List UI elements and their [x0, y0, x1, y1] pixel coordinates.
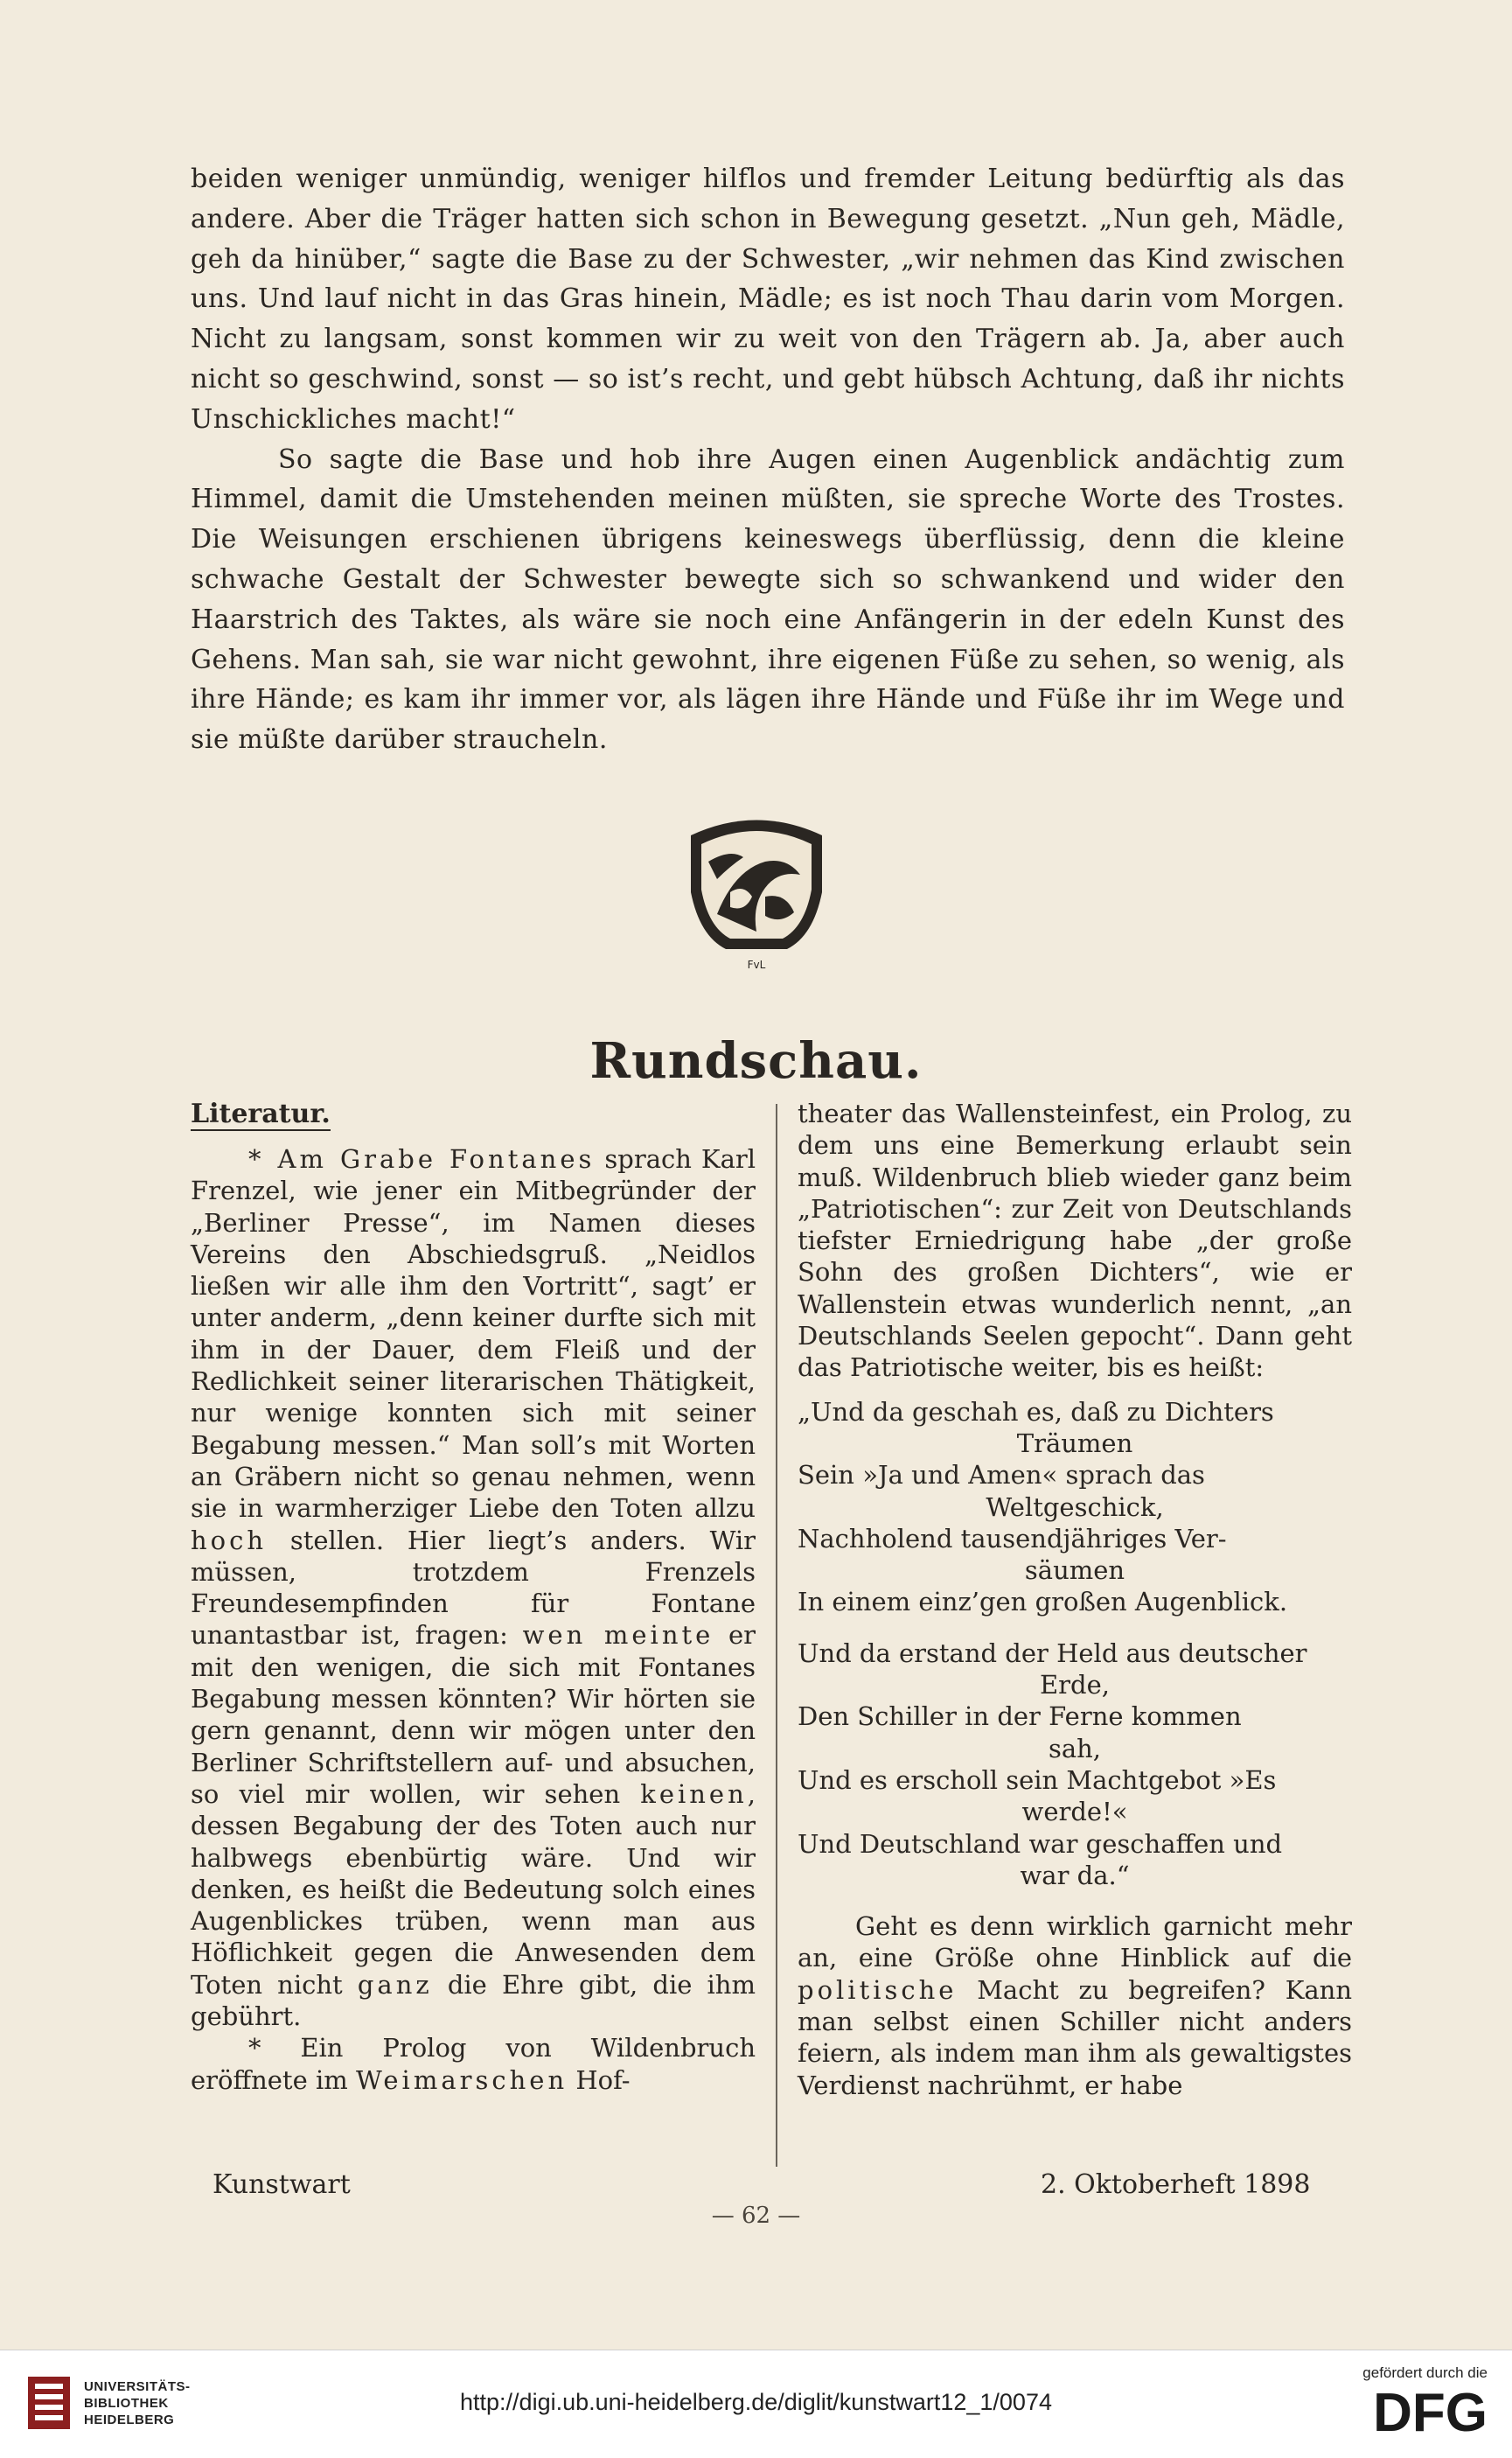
poem-stanza-1 — [798, 1396, 1352, 1618]
poem-line-text: Den Schiller in der Ferne kommen — [798, 1701, 1242, 1732]
decorative-vignette-image — [682, 809, 831, 975]
dfg-logo-text: DFG — [1373, 2385, 1488, 2436]
poem-line-text: In einem einz’gen großen Augenblick. — [798, 1587, 1288, 1617]
poem-line — [798, 1638, 1352, 1701]
emphasis-text: hoch — [191, 1525, 268, 1555]
poem-line-continuation: Träumen — [1016, 1428, 1133, 1458]
emphasis-text: ganz — [357, 1969, 433, 2000]
poem-line-continuation: sah, — [1048, 1733, 1102, 1763]
article-text: stellen. Hier liegt’s anders. Wir müssen, trotzdem Frenzels Freundesempfinden für Fontane unantastbar ist, fragen: — [191, 1525, 756, 1651]
poem-line-text: Nachholend tausendjähriges Ver- — [798, 1523, 1227, 1554]
poem-line — [798, 1586, 1352, 1617]
article-fontane — [191, 1143, 756, 2032]
vignette-monogram: FvL — [747, 959, 766, 971]
poem-line — [798, 1764, 1352, 1828]
article-text: * Ein Prolog von Wildenbruch eröffnete im — [191, 2033, 756, 2095]
emphasis-text: wen meinte — [522, 1620, 714, 1651]
intro-paragraph-1: beiden weniger unmündig, weniger hilflos und fremder Leitung bedürftig als das andere. Aber die Träger hatten sich schon in Bewegung gesetzt. „Nun geh, Mädle, geh da hinüber,“ sagte die Base zu der Schwester, „wir nehmen das Kind zwischen uns. Und lauf nicht in das Gras hinein, Mädle; es ist noch Thau darin vom Morgen. Nicht zu langsam, sonst kommen wir zu weit von den Trägern ab. Ja, aber auch nicht so geschwind, sonst — so ist’s recht, und gebt hübsch Achtung, daß ihr nichts Unschickliches macht!“ — [191, 164, 1345, 435]
poem-quote — [798, 1396, 1352, 1891]
poem-line-continuation: werde!« — [1021, 1797, 1128, 1827]
left-column — [191, 1098, 756, 2096]
poem-line-continuation: Weltgeschick, — [986, 1491, 1164, 1522]
institution-line: BIBLIOTHEK — [84, 2395, 169, 2411]
article-text: Hof- — [568, 2064, 631, 2095]
running-footer-issue: 2. Oktoberheft 1898 — [1041, 2169, 1311, 2200]
poem-line-continuation: säumen — [1024, 1555, 1125, 1586]
emphasis-text: Weimarschen — [355, 2064, 568, 2095]
poem-line — [798, 1396, 1352, 1460]
column-divider — [776, 1104, 777, 2167]
article-wildenbruch-continued: theater das Wallensteinfest, ein Prolog, zu dem uns eine Bemerkung erlaubt sein muß. Wildenbruch blieb wieder ganz beim „Patriotischen“: zur Zeit von Deutschlands tiefster Erniedrigung habe „der große Sohn des großen Dichters“, wie er Wallenstein etwas wunderlich nennt, „an Deutschlands Seelen gepocht“. Dann geht das Patriotische weiter, bis es heißt: — [798, 1099, 1352, 1383]
funder-label: gefördert durch die — [1362, 2364, 1488, 2381]
article-wildenbruch-start — [191, 2032, 756, 2096]
article-text: Macht zu begreifen? Kann man selbst einen Schiller nicht anders feiern, als indem man ihm als gewaltigstes Verdienst nachrühmt, er habe — [798, 1974, 1352, 2100]
dfg-logo-icon — [1339, 2385, 1488, 2436]
institution-line: HEIDELBERG — [84, 2412, 175, 2427]
emphasis-text: keinen — [640, 1778, 748, 1809]
poem-line — [798, 1459, 1352, 1523]
section-title: Rundschau. — [589, 1032, 923, 1090]
poem-line — [798, 1523, 1352, 1587]
article-lead: * Am Grabe Fontanes — [248, 1144, 596, 1174]
funder-block[interactable] — [1339, 2364, 1488, 2441]
poem-stanza-2 — [798, 1638, 1352, 1891]
poem-line-text: „Und da geschah es, daß zu Dichters — [798, 1396, 1274, 1427]
article-text: er mit den wenigen, die sich mit Fontanes Begabung messen könnten? Wir hörten sie gern genannt, denn wir mögen unter den Berliner Schriftstellern auf- und absuchen, so viel mir wollen, wir sehen — [191, 1620, 756, 1809]
article-text: die Ehre gibt, die ihm gebührt. — [191, 1969, 756, 2032]
intro-paragraph-2: So sagte die Base und hob ihre Augen einen Augenblick andächtig zum Himmel, damit die Umstehenden meinen müßten, sie spreche Worte des Trostes. Die Weisungen erschienen übrigens keineswegs überflüssig, denn die kleine schwache Gestalt der Schwester bewegte sich so schwankend und wider den Haarstrich des Taktes, als wäre sie noch eine Anfängerin in der edeln Kunst des Gehens. Man sah, sie war nicht gewohnt, ihre eigenen Füße zu sehen, so wenig, als ihre Hände; es kam ihr immer vor, als lägen ihre Hände und Füße ihr im Wege und sie müßte darüber straucheln. — [191, 443, 1345, 756]
poem-line-text: Und da erstand der Held aus deutscher — [798, 1638, 1307, 1668]
poem-line-text: Und es erscholl sein Machtgebot »Es — [798, 1764, 1277, 1795]
poem-line — [798, 1828, 1352, 1892]
article-text: , dessen Begabung der des Toten auch nur halbwegs ebenbürtig wäre. Und wir denken, es heißt die Bedeutung solch eines Augenblickes trüben, wenn man aus Höflichkeit gegen die Anwesenden dem Toten nicht — [191, 1778, 756, 2000]
viewer-footer-bar — [0, 2350, 1512, 2458]
permalink-url[interactable]: http://digi.ub.uni-heidelberg.de/diglit/kunstwart12_1/0074 — [460, 2389, 1052, 2415]
right-column — [798, 1098, 1352, 2101]
article-wildenbruch-commentary — [798, 1910, 1352, 2101]
poem-line-continuation: Erde, — [1040, 1670, 1110, 1700]
institution-line: UNIVERSITÄTS- — [84, 2378, 191, 2394]
intro-text — [191, 159, 1345, 760]
running-footer-title: Kunstwart — [213, 2169, 351, 2200]
poem-line — [798, 1700, 1352, 1764]
article-text: sprach Karl Frenzel, wie jener ein Mitbegründer der „Berliner Presse“, im Namen dieses Vereins den Abschiedsgruß. „Neidlos ließen wir alle ihm den Vortritt“, sagt’ er unter anderm, „denn keiner durfte sich mit ihm in der Dauer, dem Fleiß und der Redlichkeit seiner literarischen Thätigkeit, nur wenige konnten sich mit seiner Begabung messen.“ Man soll’s mit Worten an Gräbern nicht so genau nehmen, wenn sie in warmherziger Liebe den Toten allzu — [191, 1144, 756, 1524]
emphasis-text: politische — [798, 1974, 958, 2005]
subheading-literatur: Literatur. — [191, 1099, 331, 1129]
poem-line-continuation: war da.“ — [1020, 1860, 1130, 1890]
page-number: — 62 — — [711, 2203, 801, 2229]
poem-line-text: Und Deutschland war geschaffen und — [798, 1828, 1283, 1859]
poem-line-text: Sein »Ja und Amen« sprach das — [798, 1460, 1205, 1491]
article-text: Geht es denn wirklich garnicht mehr an, eine Größe ohne Hinblick auf die — [798, 1911, 1352, 1973]
